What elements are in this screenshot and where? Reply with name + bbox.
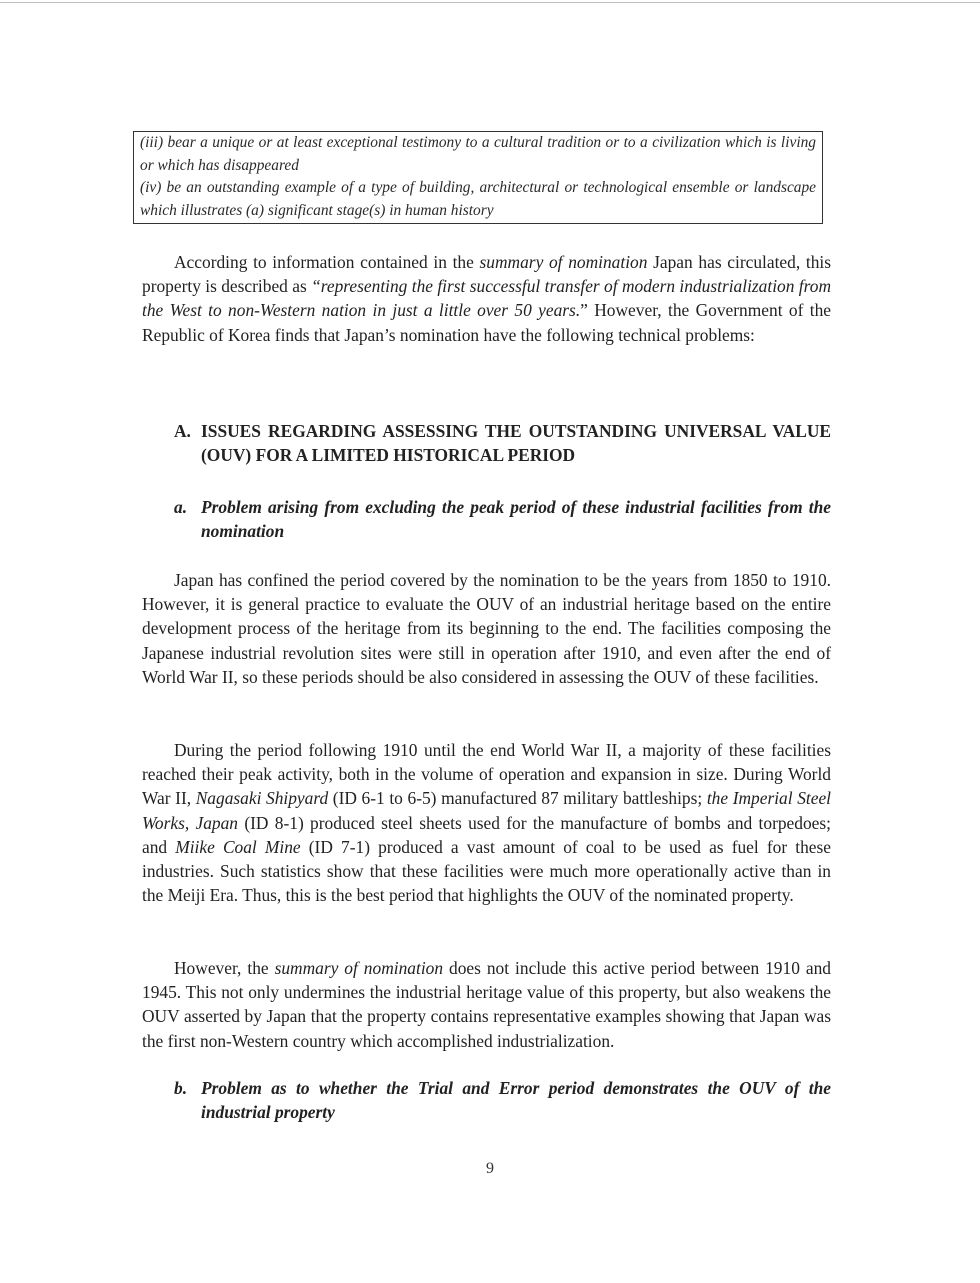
para2-italic-1: Nagasaki Shipyard — [195, 788, 329, 809]
criterion-iii: (iii) bear a unique or at least exceptional testimony to a cultural tradition or to a civilization which is living or which has disappeared — [140, 134, 816, 174]
intro-paragraph — [142, 250, 831, 347]
subsection-a-heading — [174, 495, 831, 543]
paragraph-2 — [142, 738, 831, 907]
intro-text-2: Japan has circulated, this property is described as — [142, 252, 831, 297]
subsection-a-marker: a. — [174, 497, 188, 517]
section-a-title: ISSUES REGARDING ASSESSING THE OUTSTANDING UNIVERSAL VALUE (OUV) FOR A LIMITED HISTORICAL PERIOD — [201, 421, 831, 466]
section-a-marker: A. — [174, 421, 191, 441]
subsection-b-marker: b. — [174, 1078, 188, 1098]
section-a-heading — [174, 419, 831, 467]
intro-text-3: ” However, the Government of the Republic of Korea finds that Japan’s nomination have the following technical problems: — [142, 300, 831, 345]
subsection-b-title: Problem as to whether the Trial and Error period demonstrates the OUV of the industrial property — [201, 1078, 831, 1123]
para2-text-3: (ID 8-1) produced steel sheets used for the manufacture of bombs and torpedoes; and — [142, 812, 831, 857]
para2-italic-2: the Imperial Steel Works, Japan — [142, 788, 831, 833]
intro-text-1: According to information contained in the — [174, 252, 480, 272]
para2-italic-3: Miike Coal Mine — [175, 836, 301, 857]
para3-text-2: does not include this active period between 1910 and 1945. This not only undermines the industrial heritage value of this property, but also weakens the OUV asserted by Japan that the property contains representative examples showing that Japan was the first non-Western country which accomplished industrialization. — [142, 958, 831, 1051]
paragraph-1: Japan has confined the period covered by the nomination to be the years from 1850 to 1910. However, it is general practice to evaluate the OUV of an industrial heritage based on the entire development process of the heritage from its beginning to the end. The facilities composing the Japanese industrial revolution sites were still in operation after 1910, and even after the end of World War II, so these periods should be also considered in assessing the OUV of these facilities. — [142, 570, 831, 687]
criteria-box — [133, 131, 823, 224]
para3-text-1: However, the — [174, 958, 275, 978]
page-number: 9 — [486, 1160, 494, 1177]
para3-italic-1: summary of nomination — [274, 958, 444, 978]
paragraph-3 — [142, 956, 831, 1053]
para2-text-1: During the period following 1910 until the end World War II, a majority of these facilities reached their peak activity, both in the volume of operation and expansion in size. During World War II, — [142, 740, 831, 809]
subsection-b-heading — [174, 1076, 831, 1124]
subsection-a-title: Problem arising from excluding the peak period of these industrial facilities from the nomination — [201, 497, 831, 542]
intro-italic-quote: “representing the first successful transfer of modern industrialization from the West to non-Western nation in just a little over 50 years. — [142, 276, 831, 321]
para2-text-2: (ID 6-1 to 6-5) manufactured 87 military battleships; — [328, 788, 707, 809]
para2-text-4: (ID 7-1) produced a vast amount of coal to be used as fuel for these industries. Such statistics show that these facilities were much more operationally active than in the Meiji Era. Thus, this is the best period that highlights the OUV of the nominated property. — [142, 836, 831, 906]
criterion-iv: (iv) be an outstanding example of a type of building, architectural or technological ensemble or landscape which illustrates (a) significant stage(s) in human history — [140, 179, 816, 219]
intro-italic-1: summary of nomination — [479, 252, 648, 272]
